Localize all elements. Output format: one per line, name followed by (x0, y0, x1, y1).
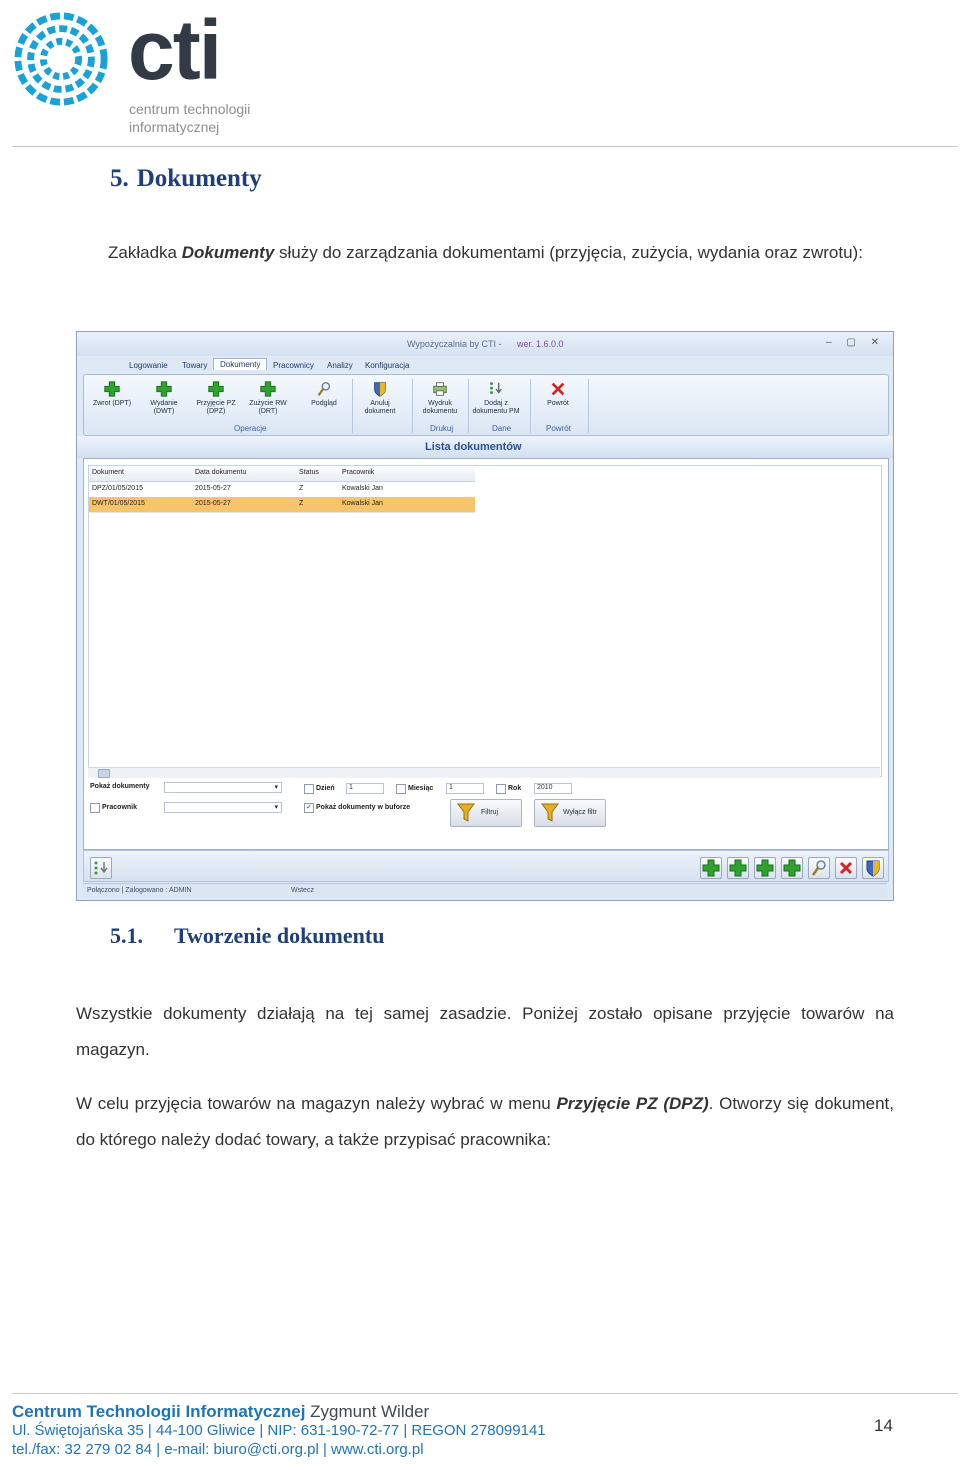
ribbon-separator (412, 379, 413, 433)
ribbon-separator (530, 379, 531, 433)
clear-filter-button[interactable]: Wyłącz filtr (534, 799, 606, 827)
add-button-2[interactable] (727, 857, 749, 879)
table-row[interactable]: DPZ/01/05/2015 2015-05-27 Z Kowalski Jan (89, 482, 475, 498)
year-label: Rok (508, 785, 522, 792)
app-window (76, 331, 894, 901)
plus-icon (155, 380, 173, 398)
group-label-powrot: Powrót (546, 424, 571, 433)
add-button-1[interactable] (700, 857, 722, 879)
show-docs-label: Pokaż dokumenty (90, 783, 150, 790)
close-icon (836, 858, 856, 878)
content-panel (83, 458, 889, 850)
year-checkbox[interactable] (496, 784, 506, 794)
horizontal-scrollbar[interactable] (88, 767, 880, 778)
plus-icon (755, 858, 775, 878)
menu-bar (77, 358, 893, 374)
footer-contact: tel./fax: 32 279 02 84 | e-mail: biuro@cti.org.pl | www.cti.org.pl (12, 1441, 424, 1458)
status-back: Wstecz (291, 887, 314, 894)
section-heading (110, 165, 262, 193)
logo-subtitle-line2: informatycznej (129, 119, 220, 135)
delete-small-button[interactable] (835, 857, 857, 879)
column-header[interactable]: Status (299, 469, 319, 476)
column-header[interactable]: Data dokumentu (195, 469, 247, 476)
day-label: Dzień (316, 785, 335, 792)
funnel-icon (457, 803, 475, 823)
group-label-dane: Dane (492, 424, 512, 433)
month-checkbox[interactable] (396, 784, 406, 794)
section-number: 5. (110, 165, 129, 192)
documents-grid (88, 465, 882, 777)
plus-icon (207, 380, 225, 398)
cti-logo-mark (12, 10, 110, 108)
plus-icon (103, 380, 121, 398)
status-bar (83, 883, 887, 898)
ribbon-separator (468, 379, 469, 433)
intro-bold: Dokumenty (181, 243, 275, 262)
employee-combo[interactable]: ▾ (164, 802, 282, 813)
filter-panel (84, 779, 888, 849)
window-version: wer. 1.6.0.0 (517, 339, 564, 349)
ribbon (83, 374, 889, 436)
magnifier-icon (809, 858, 829, 878)
logo-subtitle-line1: centrum technologii (129, 101, 251, 117)
day-spinner[interactable]: 1 (346, 783, 384, 794)
menu-konfiguracja[interactable]: Konfiguracja (365, 361, 410, 370)
plus-icon (701, 858, 721, 878)
show-docs-combo[interactable]: ▾ (164, 782, 282, 793)
menu-analizy[interactable]: Analizy (327, 361, 353, 370)
group-label-drukuj: Drukuj (430, 424, 454, 433)
show-drafts-label: Pokaż dokumenty w buforze (316, 804, 411, 811)
printer-icon (431, 380, 449, 398)
month-label: Miesiąc (408, 785, 434, 792)
close-icon (549, 380, 567, 398)
table-row[interactable]: DWT/01/05/2015 2015-05-27 Z Kowalski Jan (89, 497, 475, 513)
menu-dokumenty[interactable]: Dokumenty (213, 358, 267, 370)
menu-towary[interactable]: Towary (182, 361, 208, 370)
bottom-toolbar (83, 850, 889, 882)
intro-paragraph: Zakładka Dokumenty służy do zarządzania dokumentami (przyjęcia, zużycia, wydania oraz zwrotu): (108, 243, 863, 262)
add-button-4[interactable] (781, 857, 803, 879)
cancel-small-button[interactable] (862, 857, 884, 879)
subsection-title: Tworzenie dokumentu (174, 923, 385, 948)
filter-button[interactable]: Filtruj (450, 799, 522, 827)
paragraph-1: Wszystkie dokumenty działają na tej samej zasadzie. Poniżej zostało opisane przyjęcie towarów na magazyn. (76, 1004, 894, 1059)
preview-small-button[interactable] (808, 857, 830, 879)
wydanie-button[interactable]: Wydanie (DWT) (140, 378, 188, 422)
header-divider (12, 146, 958, 147)
ribbon-separator (588, 379, 589, 433)
add-from-doc-icon (487, 380, 505, 398)
paragraph-2: W celu przyjęcia towarów na magazyn należy wybrać w menu Przyjęcie PZ (DPZ). Otworzy się dokument, do którego należy dodać towary, a także przypisać pracownika: (76, 1094, 894, 1149)
grid-header (89, 466, 475, 482)
footer-address: Ul. Świętojańska 35 | 44-100 Gliwice | NIP: 631-190-72-77 | REGON 278099141 (12, 1422, 546, 1439)
day-checkbox[interactable] (304, 784, 314, 794)
employee-label: Pracownik (102, 804, 138, 811)
add-from-doc-small-button[interactable] (90, 857, 112, 879)
window-title: Wypożyczalnia by CTI - (407, 339, 502, 349)
zwrot-button[interactable]: Zwrot (DPT) (88, 378, 136, 422)
paragraph-2-bold: Przyjęcie PZ (DPZ) (556, 1094, 709, 1113)
list-banner (77, 436, 893, 458)
subsection-heading (110, 923, 384, 949)
dodaj-z-pm-button[interactable]: Dodaj z dokumentu PM (472, 378, 520, 422)
magnifier-icon (315, 380, 333, 398)
show-drafts-checkbox[interactable]: ✓ (304, 803, 314, 813)
subsection-number: 5.1. (110, 923, 143, 948)
add-button-3[interactable] (754, 857, 776, 879)
shield-icon (371, 380, 389, 398)
add-from-doc-icon (91, 858, 111, 878)
shield-icon (863, 858, 883, 878)
powrot-button[interactable]: Powrót (534, 378, 582, 422)
footer-divider (12, 1393, 958, 1394)
month-spinner[interactable]: 1 (446, 783, 484, 794)
status-connection: Połączono | Zalogowano : ADMIN (87, 887, 192, 894)
przyjecie-pz-button[interactable]: Przyjęcie PZ (DPZ) (192, 378, 240, 422)
scrollbar-thumb[interactable] (98, 769, 110, 778)
funnel-icon (541, 803, 559, 823)
employee-checkbox[interactable] (90, 803, 100, 813)
window-controls[interactable]: – ▢ ✕ (826, 337, 885, 348)
column-header[interactable]: Pracownik (342, 469, 375, 476)
page-number: 14 (874, 1416, 893, 1435)
logo-wordmark: cti (128, 3, 221, 97)
plus-icon (728, 858, 748, 878)
menu-pracownicy[interactable]: Pracownicy (273, 361, 314, 370)
window-titlebar (77, 332, 893, 356)
ribbon-separator (352, 379, 353, 433)
section-title: Dokumenty (136, 165, 262, 192)
plus-icon (782, 858, 802, 878)
anuluj-button[interactable]: Anuluj dokument (356, 378, 404, 422)
column-header[interactable]: Dokument (92, 469, 124, 476)
year-spinner[interactable]: 2010 (534, 783, 572, 794)
menu-logowanie[interactable]: Logowanie (129, 361, 168, 370)
footer-company: Centrum Technologii Informatycznej Zygmunt Wilder (12, 1402, 430, 1421)
podglad-button[interactable]: Podgląd (300, 378, 348, 422)
wydruk-button[interactable]: Wydruk dokumentu (416, 378, 464, 422)
plus-icon (259, 380, 277, 398)
zuzycie-rw-button[interactable]: Zużycie RW (DRT) (244, 378, 292, 422)
group-label-operacje: Operacje (234, 424, 267, 433)
list-title: Lista dokumentów (425, 441, 522, 453)
